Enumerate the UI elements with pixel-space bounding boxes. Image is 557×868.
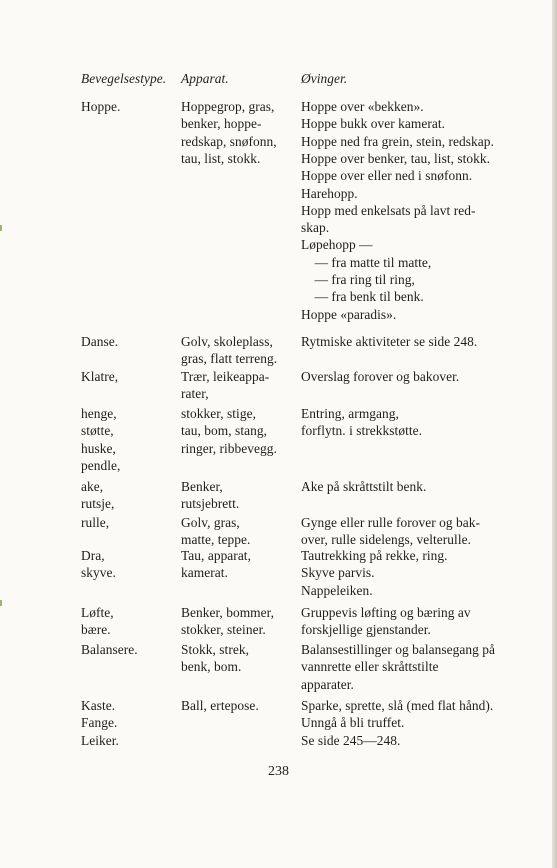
type-line: skyve. — [81, 565, 116, 581]
apparatus-line: Golv, gras, — [181, 515, 240, 530]
apparatus-line: Stokk, strek, — [181, 642, 249, 657]
type-line: rutsje, — [81, 496, 115, 512]
exercise-line: Hopp med enkelsats på lavt red- — [301, 202, 476, 218]
exercise-line: Harehopp. — [301, 185, 358, 201]
type-line: Hoppe. — [81, 99, 121, 114]
type-line: støtte, — [81, 423, 114, 439]
type-line: rulle, — [81, 515, 110, 530]
exercise-line: Ake på skråttstilt benk. — [301, 479, 427, 494]
type-line: Leiker. — [81, 732, 119, 748]
exercise-line: Skyve parvis. — [301, 565, 375, 581]
type-line: pendle, — [81, 457, 121, 473]
exercise-line: Hoppe over eller ned i snøfonn. — [301, 168, 473, 184]
apparatus-line: Trær, leikeappa- — [181, 369, 270, 384]
exercise-line: Tautrekking på rekke, ring. — [301, 548, 448, 563]
type-line: ake, — [81, 479, 104, 494]
apparatus-line: rater, — [181, 386, 209, 402]
type-line: Danse. — [81, 334, 119, 349]
apparatus-line: Tau, apparat, — [181, 548, 251, 563]
type-line: Løfte, — [81, 605, 114, 620]
exercise-line: Se side 245—248. — [301, 732, 401, 748]
apparatus-line: tau, bom, stang, — [181, 423, 267, 439]
exercise-line: skap. — [301, 220, 330, 236]
type-line: Balansere. — [81, 642, 138, 657]
page-number: 238 — [268, 764, 289, 779]
exercise-line: Nappeleiken. — [301, 582, 373, 598]
type-line: Fange. — [81, 715, 118, 731]
header-apparatus: Apparat. — [181, 71, 229, 86]
exercise-line: Sparke, sprette, slå (med flat hånd). — [301, 698, 494, 713]
type-line: bære. — [81, 622, 111, 638]
exercise-line: Rytmiske aktiviteter se side 248. — [301, 334, 478, 349]
exercise-line: forflytn. i strekkstøtte. — [301, 423, 423, 439]
apparatus-line: ringer, ribbevegg. — [181, 440, 277, 456]
apparatus-line: Hoppegrop, gras, — [181, 99, 275, 114]
exercise-line: Gruppevis løfting og bæring av — [301, 605, 471, 620]
exercise-line: Hoppe bukk over kamerat. — [301, 116, 445, 132]
apparatus-line: benker, hoppe- — [181, 116, 262, 132]
apparatus-line: benk, bom. — [181, 659, 242, 675]
exercise-line: Løpehopp — — [301, 237, 373, 253]
apparatus-line: matte, teppe. — [181, 532, 251, 548]
type-line: Klatre, — [81, 369, 119, 384]
apparatus-line: stokker, steiner. — [181, 622, 266, 638]
exercise-line: Hoppe «paradis». — [301, 306, 397, 322]
exercise-line: — fra benk til benk. — [301, 289, 424, 305]
exercise-line: Balansestillinger og balansegang på — [301, 642, 495, 657]
exercise-line: Overslag forover og bakover. — [301, 369, 460, 384]
exercise-line: Unngå å bli truffet. — [301, 715, 405, 731]
exercise-line: — fra matte til matte, — [301, 254, 432, 270]
type-line: Kaste. — [81, 698, 116, 713]
header-exercises: Øvinger. — [301, 71, 348, 86]
exercise-line: Entring, armgang, — [301, 406, 399, 421]
exercise-line: Hoppe ned fra grein, stein, redskap. — [301, 133, 494, 149]
apparatus-line: redskap, snøfonn, — [181, 133, 277, 149]
apparatus-line: gras, flatt terreng. — [181, 351, 278, 367]
exercise-line: Hoppe over «bekken». — [301, 99, 424, 114]
header-type: Bevegelsestype. — [81, 71, 167, 86]
apparatus-line: tau, list, stokk. — [181, 150, 261, 166]
apparatus-line: Golv, skoleplass, — [181, 334, 273, 349]
apparatus-line: Ball, ertepose. — [181, 698, 259, 713]
exercise-line: — fra ring til ring, — [301, 272, 415, 287]
apparatus-line: rutsjebrett. — [181, 496, 240, 512]
apparatus-line: Benker, bommer, — [181, 605, 275, 620]
exercise-line: over, rulle sidelengs, velterulle. — [301, 532, 471, 548]
exercise-line: apparater. — [301, 676, 354, 692]
type-line: henge, — [81, 406, 117, 421]
exercise-line: forskjellige gjenstander. — [301, 622, 431, 638]
exercise-line: vannrette eller skråttstilte — [301, 659, 439, 675]
apparatus-line: kamerat. — [181, 565, 228, 581]
exercise-line: Gynge eller rulle forover og bak- — [301, 515, 481, 530]
exercise-line: Hoppe over benker, tau, list, stokk. — [301, 150, 491, 166]
type-line: Dra, — [81, 548, 105, 563]
apparatus-line: stokker, stige, — [181, 406, 256, 421]
type-line: huske, — [81, 440, 116, 456]
apparatus-line: Benker, — [181, 479, 223, 494]
